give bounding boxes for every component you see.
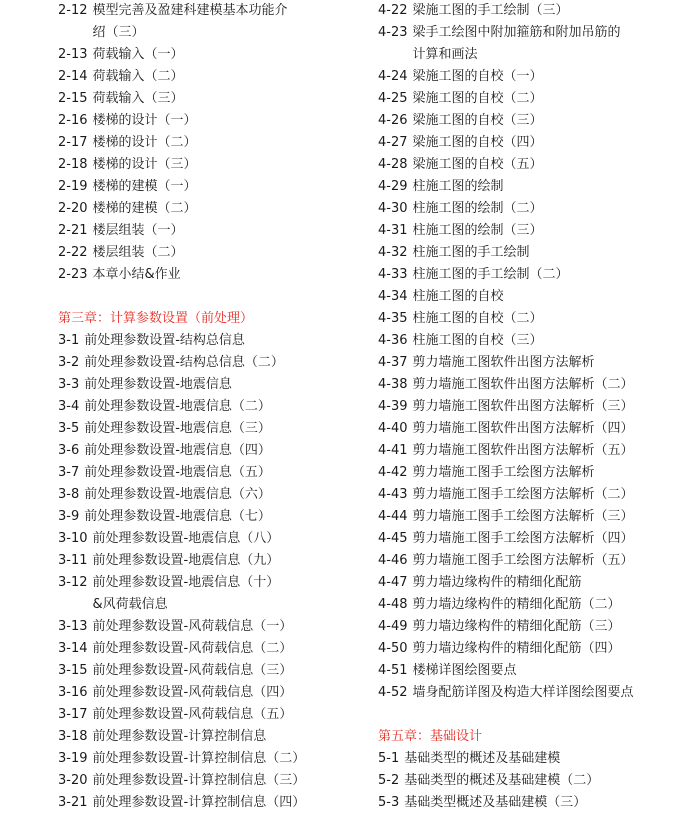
toc-item-title: 前处理参数设置-地震信息（六）: [84, 487, 271, 502]
toc-item-title: 楼层组装（一）: [92, 223, 184, 238]
toc-item-number: 2-18: [58, 157, 88, 172]
toc-item-title: 梁施工图的自校（三）: [412, 113, 543, 128]
toc-item-title: 剪力墙施工图软件出图方法解析（三）: [412, 399, 634, 414]
toc-item: [378, 792, 696, 814]
toc-item-number: 3-9: [58, 509, 80, 524]
chapter5-heading: 第五章：基础设计: [378, 729, 483, 744]
toc-item-title: 楼梯详图绘图要点: [412, 663, 517, 678]
toc-item: [378, 242, 696, 264]
toc-item: [58, 440, 358, 462]
chapter3-item-list: [58, 330, 358, 814]
toc-item: [378, 352, 696, 374]
toc-item: [378, 22, 696, 66]
toc-item: [378, 286, 696, 308]
toc-item: [378, 88, 696, 110]
toc-item-number: 3-6: [58, 443, 80, 458]
toc-item-title: 墙身配筋详图及构造大样详图绘图要点: [412, 685, 634, 700]
toc-item-title: 梁施工图的自校（一）: [412, 69, 543, 84]
toc-item-title: 前处理参数设置-地震信息（九）: [92, 553, 280, 568]
toc-item: [58, 88, 358, 110]
toc-item: [58, 66, 358, 88]
toc-item: [58, 352, 358, 374]
toc-item: [378, 440, 696, 462]
toc-item: [58, 110, 358, 132]
toc-item-title: 剪力墙施工图软件出图方法解析（五）: [412, 443, 634, 458]
toc-item: [58, 660, 358, 682]
toc-item-number: 2-23: [58, 267, 88, 282]
toc-item-title: 梁施工图的自校（五）: [412, 157, 543, 172]
toc-item-title: 剪力墙施工图软件出图方法解析（四）: [412, 421, 634, 436]
toc-item-number: 4-34: [378, 289, 408, 304]
toc-item-number: 4-44: [378, 509, 408, 524]
toc-item-number: 5-3: [378, 795, 400, 810]
toc-item: [58, 176, 358, 198]
toc-item-number: 3-15: [58, 663, 88, 678]
toc-item-number: 2-12: [58, 3, 88, 18]
toc-item-number: 4-26: [378, 113, 408, 128]
toc-item-number: 4-50: [378, 641, 408, 656]
toc-item-number: 3-5: [58, 421, 80, 436]
chapter4-item-list: [378, 0, 696, 704]
toc-item-number: 2-17: [58, 135, 88, 150]
toc-item-title: 柱施工图的绘制（二）: [412, 201, 543, 216]
toc-item-title: 荷载输入（一）: [92, 47, 184, 62]
toc-item: [378, 418, 696, 440]
toc-item-number: 4-48: [378, 597, 408, 612]
toc-item-number: 4-30: [378, 201, 408, 216]
toc-item-title: 剪力墙边缘构件的精细化配筋（二）: [412, 597, 621, 612]
toc-item-title-line1: 梁手工绘图中附加箍筋和附加吊筋的: [412, 25, 621, 40]
toc-item: [58, 132, 358, 154]
toc-item-number: 3-7: [58, 465, 80, 480]
toc-item: [378, 374, 696, 396]
toc-item: [58, 154, 358, 176]
toc-item-number: 3-12: [58, 575, 88, 590]
toc-item-title: 前处理参数设置-地震信息（四）: [84, 443, 271, 458]
toc-item: [378, 528, 696, 550]
toc-item-title: 剪力墙施工图手工绘图方法解析（五）: [412, 553, 634, 568]
toc-item-title: [93, 572, 280, 616]
toc-item-title: 楼梯的设计（三）: [92, 157, 197, 172]
toc-item: [58, 528, 358, 550]
toc-item: [378, 264, 696, 286]
toc-item-number: 3-2: [58, 355, 80, 370]
toc-item-title: 前处理参数设置-地震信息（八）: [92, 531, 280, 546]
toc-item-title: 荷载输入（三）: [92, 91, 184, 106]
toc-item: [378, 638, 696, 660]
toc-item: [58, 616, 358, 638]
toc-item-number: 3-16: [58, 685, 88, 700]
toc-item: [378, 154, 696, 176]
toc-item-number: 2-20: [58, 201, 88, 216]
toc-item: [58, 550, 358, 572]
toc-item-number: 3-19: [58, 751, 88, 766]
toc-item-title: 梁施工图的手工绘制（三）: [412, 3, 569, 18]
toc-item-title-line1: 模型完善及盈建科建模基本功能介: [92, 3, 288, 18]
toc-item-number: 2-13: [58, 47, 88, 62]
toc-item-title: 剪力墙施工图手工绘图方法解析: [412, 465, 595, 480]
toc-item-number: 4-35: [378, 311, 408, 326]
toc-item: [58, 704, 358, 726]
chapter3-heading: 第三章：计算参数设置（前处理）: [58, 311, 254, 326]
toc-item-number: 3-8: [58, 487, 80, 502]
toc-item-number: 4-22: [378, 3, 408, 18]
toc-item-title: 剪力墙施工图手工绘图方法解析（四）: [412, 531, 634, 546]
toc-item-number: 4-31: [378, 223, 408, 238]
toc-item-number: 4-46: [378, 553, 408, 568]
toc-item-number: 3-21: [58, 795, 88, 810]
toc-item-number: 4-23: [378, 25, 408, 40]
toc-item-title: 梁施工图的自校（四）: [412, 135, 543, 150]
toc-item-number: 3-17: [58, 707, 88, 722]
toc-item-number: 5-2: [378, 773, 400, 788]
toc-item-title: 基础类型的概述及基础建模（二）: [404, 773, 600, 788]
toc-item: [58, 726, 358, 748]
toc-item-number: 4-52: [378, 685, 408, 700]
toc-item-title: 前处理参数设置-风荷载信息（五）: [92, 707, 293, 722]
toc-item-title: 柱施工图的自校（三）: [412, 333, 543, 348]
toc-item-number: 4-43: [378, 487, 408, 502]
toc-item-number: 2-15: [58, 91, 88, 106]
toc-item: [58, 330, 358, 352]
toc-item-title: 前处理参数设置-地震信息: [84, 377, 232, 392]
toc-item-number: 4-37: [378, 355, 408, 370]
toc-item: [378, 682, 696, 704]
toc-item: [58, 0, 358, 44]
toc-item-title: 柱施工图的绘制（三）: [412, 223, 543, 238]
toc-left-column: [58, 0, 358, 814]
toc-item: [378, 572, 696, 594]
toc-item-title: 剪力墙边缘构件的精细化配筋（四）: [412, 641, 621, 656]
toc-item: [378, 220, 696, 242]
toc-item: [378, 66, 696, 88]
toc-item-title: 楼梯的建模（一）: [92, 179, 197, 194]
toc-item: [58, 242, 358, 264]
toc-item-title: 柱施工图的自校（二）: [412, 311, 543, 326]
toc-item: [378, 308, 696, 330]
toc-item: [378, 110, 696, 132]
toc-item-title: 前处理参数设置-结构总信息（二）: [84, 355, 284, 370]
toc-item: [378, 594, 696, 616]
toc-item-title: 前处理参数设置-计算控制信息（三）: [92, 773, 306, 788]
toc-item: [378, 198, 696, 220]
toc-item-number: 4-27: [378, 135, 408, 150]
toc-item-title-line1: 前处理参数设置-地震信息（十）: [92, 575, 280, 590]
toc-item: [378, 484, 696, 506]
toc-item: [58, 198, 358, 220]
toc-item-number: 4-42: [378, 465, 408, 480]
toc-item-title: 前处理参数设置-风荷载信息（一）: [92, 619, 293, 634]
toc-item: [378, 748, 696, 770]
toc-item-number: 4-38: [378, 377, 408, 392]
toc-item: [378, 0, 696, 22]
chapter2-item-list: [58, 0, 358, 286]
toc-item: [58, 264, 358, 286]
toc-item: [58, 638, 358, 660]
toc-item-number: 4-51: [378, 663, 408, 678]
toc-item-number: 3-14: [58, 641, 88, 656]
toc-item-title: 前处理参数设置-地震信息（三）: [84, 421, 271, 436]
toc-item-title: [413, 22, 621, 66]
toc-item-title: 前处理参数设置-地震信息（二）: [84, 399, 271, 414]
toc-item: [378, 396, 696, 418]
toc-item: [58, 484, 358, 506]
toc-item: [378, 132, 696, 154]
toc-item-title: 前处理参数设置-结构总信息: [84, 333, 245, 348]
toc-item-number: 4-28: [378, 157, 408, 172]
spacer: [58, 286, 358, 308]
toc-item-title: 前处理参数设置-计算控制信息（四）: [92, 795, 306, 810]
toc-item: [378, 550, 696, 572]
toc-item-title: 楼梯的设计（二）: [92, 135, 197, 150]
toc-item-number: 4-33: [378, 267, 408, 282]
toc-item-number: 4-40: [378, 421, 408, 436]
toc-item-title: 柱施工图的手工绘制（二）: [412, 267, 569, 282]
toc-item: [58, 396, 358, 418]
toc-item-title: 楼梯的设计（一）: [92, 113, 197, 128]
toc-item-number: 4-45: [378, 531, 408, 546]
toc-item-title: 前处理参数设置-计算控制信息（二）: [92, 751, 306, 766]
toc-item-title: 梁施工图的自校（二）: [412, 91, 543, 106]
toc-item: [378, 330, 696, 352]
toc-item-number: 2-14: [58, 69, 88, 84]
toc-item: [378, 462, 696, 484]
toc-item-title: 剪力墙施工图手工绘图方法解析（二）: [412, 487, 634, 502]
toc-item-title: 剪力墙施工图手工绘图方法解析（三）: [412, 509, 634, 524]
toc-item-number: 4-29: [378, 179, 408, 194]
toc-item: [58, 462, 358, 484]
toc-item-number: 4-32: [378, 245, 408, 260]
toc-item-number: 4-36: [378, 333, 408, 348]
toc-item: [58, 220, 358, 242]
toc-item: [58, 374, 358, 396]
toc-item-title: 剪力墙边缘构件的精细化配筋（三）: [412, 619, 621, 634]
toc-item-title: 剪力墙边缘构件的精细化配筋: [412, 575, 582, 590]
toc-item-number: 4-47: [378, 575, 408, 590]
toc-item-number: 4-39: [378, 399, 408, 414]
toc-item: [58, 506, 358, 528]
toc-item: [58, 572, 358, 616]
toc-item-title: 柱施工图的绘制: [412, 179, 504, 194]
toc-item-number: 3-13: [58, 619, 88, 634]
toc-item-title: 前处理参数设置-地震信息（五）: [84, 465, 271, 480]
toc-item: [58, 418, 358, 440]
toc-item-number: 3-18: [58, 729, 88, 744]
toc-item-title: 剪力墙施工图软件出图方法解析: [412, 355, 595, 370]
toc-item-number: 3-11: [58, 553, 88, 568]
toc-item-number: 2-16: [58, 113, 88, 128]
toc-item-number: 2-22: [58, 245, 88, 260]
toc-item: [378, 770, 696, 792]
chapter5-item-list: [378, 748, 696, 814]
toc-item: [58, 682, 358, 704]
toc-item: [378, 660, 696, 682]
toc-item-title: 前处理参数设置-风荷载信息（三）: [92, 663, 293, 678]
toc-item-number: 3-1: [58, 333, 80, 348]
toc-item: [58, 770, 358, 792]
toc-item-title: 前处理参数设置-计算控制信息: [92, 729, 267, 744]
toc-item-title: 基础类型的概述及基础建模: [404, 751, 561, 766]
toc-item: [378, 506, 696, 528]
toc-item-title: 柱施工图的手工绘制: [412, 245, 530, 260]
spacer: [378, 704, 696, 726]
toc-item-title: 柱施工图的自校: [412, 289, 504, 304]
toc-item-title-line2: 绍（三）: [92, 25, 145, 40]
toc-item-number: 4-49: [378, 619, 408, 634]
toc-item-title: [93, 0, 288, 44]
toc-item-title: 剪力墙施工图软件出图方法解析（二）: [412, 377, 634, 392]
toc-item-number: 4-24: [378, 69, 408, 84]
toc-item-title: 楼层组装（二）: [92, 245, 184, 260]
toc-item-number: 3-4: [58, 399, 80, 414]
toc-item-number: 4-25: [378, 91, 408, 106]
toc-item-number: 4-41: [378, 443, 408, 458]
toc-item-number: 5-1: [378, 751, 400, 766]
toc-item-title: 本章小结&作业: [92, 267, 181, 282]
toc-item: [58, 44, 358, 66]
toc-item-title: 荷载输入（二）: [92, 69, 184, 84]
toc-item-number: 2-21: [58, 223, 88, 238]
toc-item-title: 前处理参数设置-地震信息（七）: [84, 509, 271, 524]
toc-item-number: 3-10: [58, 531, 88, 546]
toc-item-title: 前处理参数设置-风荷载信息（二）: [92, 641, 293, 656]
toc-item: [378, 176, 696, 198]
toc-item: [58, 748, 358, 770]
toc-item: [378, 616, 696, 638]
toc-item-number: 2-19: [58, 179, 88, 194]
toc-right-column: [378, 0, 696, 814]
toc-item-title: 基础类型概述及基础建模（三）: [404, 795, 587, 810]
toc-item: [58, 792, 358, 814]
toc-item-title: 楼梯的建模（二）: [92, 201, 197, 216]
toc-item-number: 3-20: [58, 773, 88, 788]
toc-item-number: 3-3: [58, 377, 80, 392]
toc-item-title-line2: 计算和画法: [412, 47, 478, 62]
toc-item-title: 前处理参数设置-风荷载信息（四）: [92, 685, 293, 700]
toc-item-title-line2: &风荷载信息: [92, 597, 168, 612]
